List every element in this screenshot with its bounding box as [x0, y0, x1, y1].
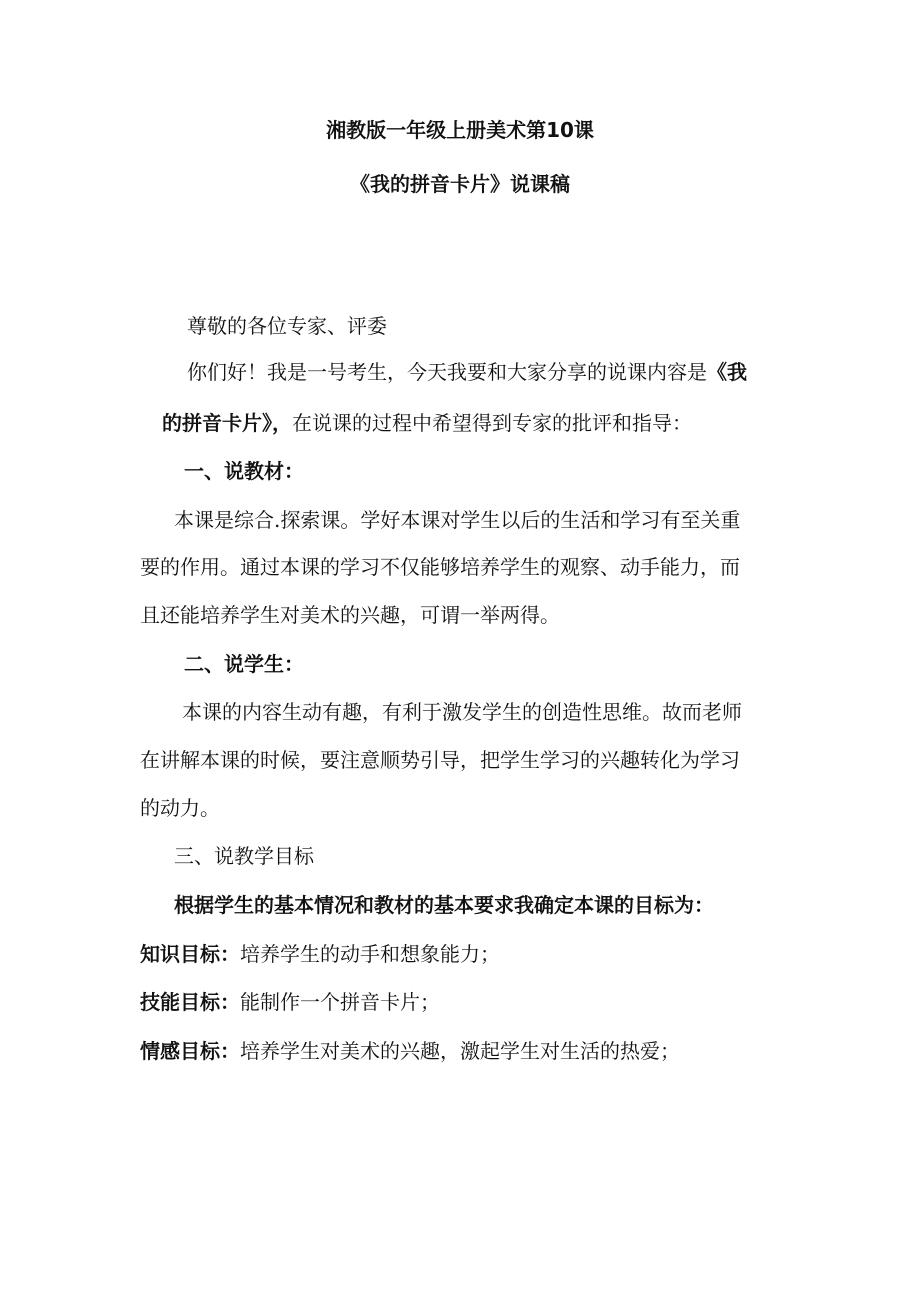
intro-text-part1: 你们好！我是一号考生，今天我要和大家分享的说课内容是 — [187, 360, 707, 384]
goal-text: 培养学生对美术的兴趣，激起学生对生活的热爱； — [240, 1039, 680, 1063]
goal-emotion — [140, 1037, 680, 1065]
goal-label: 技能目标： — [140, 990, 240, 1014]
goal-label: 情感目标： — [140, 1039, 240, 1063]
intro-bold-part2: 的拼音卡片》， — [162, 411, 292, 435]
document-title-line2: 《我的拼音卡片》说课稿 — [350, 172, 570, 196]
section1-line1: 本课是综合.探索课。学好本课对学生以后的生活和学习有至关重 — [174, 508, 741, 532]
goal-knowledge — [140, 940, 500, 968]
goal-label: 知识目标： — [140, 942, 240, 966]
greeting-text: 尊敬的各位专家、评委 — [187, 314, 387, 338]
intro-line1 — [187, 358, 747, 386]
section1-line2: 要的作用。通过本课的学习不仅能够培养学生的观察、动手能力，而 — [140, 555, 740, 579]
goal-text: 培养学生的动手和想象能力； — [240, 942, 500, 966]
intro-line2 — [162, 409, 692, 437]
goal-skill — [140, 988, 440, 1016]
section3-heading: 三、说教学目标 — [174, 844, 314, 868]
section2-line2: 在讲解本课的时候，要注意顺势引导，把学生学习的兴趣转化为学习 — [140, 748, 740, 772]
document-title-line1: 湘教版一年级上册美术第10课 — [326, 118, 594, 142]
section1-line3: 且还能培养学生对美术的兴趣，可谓一举两得。 — [140, 603, 560, 627]
section2-heading: 二、说学生： — [184, 652, 304, 676]
section2-line3: 的动力。 — [140, 796, 220, 820]
intro-bold-part1: 《我 — [707, 360, 747, 384]
section2-line1: 本课的内容生动有趣，有利于激发学生的创造性思维。故而老师 — [182, 700, 742, 724]
intro-text-part2: 在说课的过程中希望得到专家的批评和指导： — [292, 411, 692, 435]
section1-heading: 一、说教材： — [184, 459, 304, 483]
section3-lead: 根据学生的基本情况和教材的基本要求我确定本课的目标为： — [174, 893, 714, 917]
goal-text: 能制作一个拼音卡片； — [240, 990, 440, 1014]
